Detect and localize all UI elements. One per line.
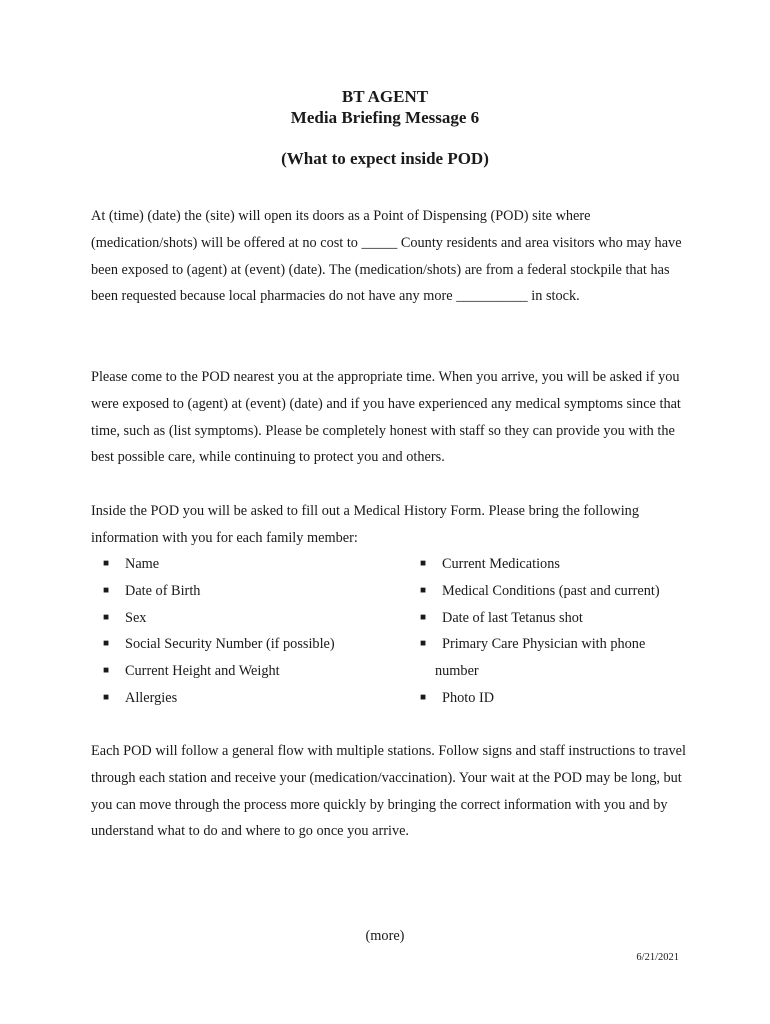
list-item: ■ Primary Care Physician with phone number: [420, 631, 685, 685]
paragraph-medical-history: Inside the POD you will be asked to fill out a Medical History Form. Please bring the following information with you for each family member:: [91, 503, 639, 546]
list-item: ■ Current Medications: [420, 551, 685, 578]
paragraph-arrival: Please come to the POD nearest you at the appropriate time. When you arrive, you will be asked if you were exposed to (agent) at (event) (date) and if you have experienced any medical symptoms since that time, such as (list symptoms). Please be completely honest with staff so they can provide you with the best possible care, while continuing to protect you and others.: [91, 369, 681, 466]
footer-date: 6/21/2021: [636, 952, 679, 963]
document-title: BT AGENT: [341, 87, 429, 106]
paragraph-intro: At (time) (date) the (site) will open its doors as a Point of Dispensing (POD) site where (medication/shots) will be offered at no cost to _____ County residents and area visitors who may have been exposed to (agent) at (event) (date). The (medication/shots) are from a federal stockpile that has been requested because local pharmacies do not have any more __________ in stock.: [91, 208, 682, 305]
bullet-icon: ■: [103, 584, 110, 596]
list-item: ■ Sex: [103, 605, 403, 632]
document-subtitle: (What to expect inside POD): [281, 149, 489, 168]
title-block: [0, 86, 770, 128]
list-item: ■ Medical Conditions (past and current): [420, 578, 685, 605]
bullet-icon: ■: [420, 611, 427, 623]
more-indicator: (more): [365, 928, 405, 944]
list-item: ■ Current Height and Weight: [103, 658, 403, 685]
bullet-icon: ■: [420, 558, 427, 569]
info-list-right: [420, 551, 685, 712]
bullet-icon: ■: [420, 638, 427, 650]
bullet-icon: ■: [103, 558, 110, 569]
bullet-icon: ■: [420, 584, 427, 596]
list-item: ■ Date of Birth: [103, 578, 403, 605]
bullet-icon: ■: [103, 691, 110, 703]
bullet-icon: ■: [103, 611, 110, 623]
bullet-icon: ■: [103, 665, 110, 677]
list-item: ■ Date of last Tetanus shot: [420, 605, 685, 632]
list-item: ■ Allergies: [103, 685, 403, 712]
bullet-icon: ■: [103, 638, 110, 650]
bullet-icon: ■: [420, 691, 427, 703]
list-item-continuation: number: [435, 663, 479, 680]
info-list-left: [103, 551, 403, 712]
list-item: ■ Name: [103, 551, 403, 578]
list-item: ■ Social Security Number (if possible): [103, 631, 403, 658]
document-heading: Media Briefing Message 6: [290, 108, 480, 127]
paragraph-pod-flow: Each POD will follow a general flow with multiple stations. Follow signs and staff instructions to travel through each station and receive your (medication/vaccination). Your wait at the POD may be long, but you can move through the process more quickly by bringing the correct information with you and by understand what to do and where to go once you arrive.: [91, 743, 686, 840]
list-item: ■ Photo ID: [420, 685, 685, 712]
